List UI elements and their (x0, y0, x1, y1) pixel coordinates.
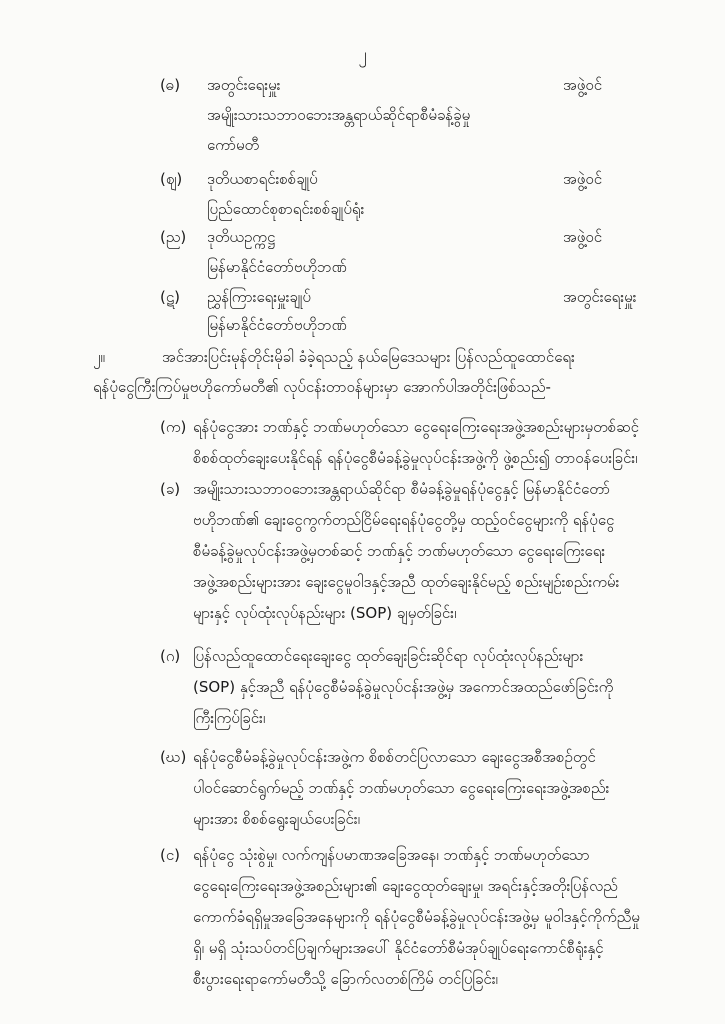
duty-line: ရန်ပုံငွေအား ဘဏ်နှင့် ဘဏ်မဟုတ်သော ငွေရေးကြေးရေးအဖွဲ့အစည်းများမှတစ်ဆင့် (193, 418, 639, 436)
member-organization: မြန်မာနိုင်ငံတော်ဗဟိုဘဏ် (207, 258, 347, 276)
duty-line: ရန်ပုံငွေစီမံခန့်ခွဲမှုလုပ်ငန်းအဖွဲ့က စိစစ်တင်ပြလာသော ချေးငွေအစီအစဉ်တွင် (193, 748, 596, 766)
member-organization: ကော်မတီ (207, 136, 260, 154)
member-organization: ပြည်ထောင်စုစာရင်းစစ်ချုပ်ရုံး (207, 200, 365, 218)
member-label: (ဓ) (160, 76, 181, 94)
duty-label: (က) (160, 418, 187, 436)
duty-line: စီမံခန့်ခွဲမှုလုပ်ငန်းအဖွဲ့မှတစ်ဆင့် ဘဏ်နှင့် ဘဏ်မဟုတ်သော ငွေရေးကြေးရေး (193, 542, 606, 560)
member-title: ဒုတိယဥက္ကဋ္ဌ (207, 228, 276, 246)
duty-label: (ဃ) (160, 748, 187, 766)
duty-label: (ဂ) (160, 647, 181, 665)
member-organization: မြန်မာနိုင်ငံတော်ဗဟိုဘဏ် (207, 316, 347, 334)
member-role: အဖွဲ့ဝင် (563, 170, 603, 188)
duty-line: ပြန်လည်ထူထောင်ရေးချေးငွေ ထုတ်ချေးခြင်းဆိုင်ရာ လုပ်ထုံးလုပ်နည်းများ (193, 647, 584, 665)
duty-line: စိစစ်ထုတ်ချေးပေးနိုင်ရန် ရန်ပုံငွေစီမံခန့်ခွဲမှုလုပ်ငန်းအဖွဲ့ကို ဖွဲ့စည်း၍ တာဝန်ပေးခြင်း၊ (193, 449, 638, 467)
member-role: အဖွဲ့ဝင် (563, 76, 603, 94)
duty-label: (င) (160, 846, 181, 864)
page-number: ၂ (358, 45, 367, 65)
member-organization: အမျိုးသားသဘာဝဘေးအန္တရာယ်ဆိုင်ရာစီမံခန့်ခွဲမှု (207, 106, 471, 124)
duty-line: အမျိုးသားသဘာဝဘေးအန္တရာယ်ဆိုင်ရာ စီမံခန့်ခွဲမှုရန်ပုံငွေနှင့် မြန်မာနိုင်ငံတော် (193, 480, 611, 498)
section-number: ၂။ (93, 348, 105, 366)
duty-line: ကောက်ခံရရှိမှုအခြေအနေများကို ရန်ပုံငွေစီမံခန့်ခွဲမှုလုပ်ငန်းအဖွဲ့မှ မူဝါဒနှင့်ကိုက်ညီမှု (193, 908, 640, 926)
duty-label: (ခ) (160, 480, 181, 498)
member-label: (ည) (160, 228, 187, 246)
member-role: အတွင်းရေးမှူး (563, 288, 637, 306)
duty-line: အဖွဲ့အစည်းများအား ချေးငွေမူဝါဒနှင့်အညီ ထုတ်ချေးနိုင်မည့် စည်းမျဉ်းစည်းကမ်း (193, 573, 620, 591)
section-intro-line: ရန်ပုံငွေကြီးကြပ်မှုဗဟိုကော်မတီ၏ လုပ်ငန်းတာဝန်များမှာ အောက်ပါအတိုင်းဖြစ်သည်- (93, 378, 551, 396)
duty-line: များအား စိစစ်ရွေးချယ်ပေးခြင်း၊ (193, 810, 360, 828)
member-title: ဒုတိယစာရင်းစစ်ချုပ် (207, 170, 318, 188)
duty-line: (SOP) နှင့်အညီ ရန်ပုံငွေစီမံခန့်ခွဲမှုလုပ်ငန်းအဖွဲ့မှ အကောင်အထည်ဖော်ခြင်းကို (193, 678, 614, 696)
duty-line: ရှိ၊ မရှိ သုံးသပ်တင်ပြချက်များအပေါ် နိုင်ငံတော်စီမံအုပ်ချုပ်ရေးကောင်စီရုံးနှင့် (193, 939, 604, 957)
member-title: ညွှန်ကြားရေးမှူးချုပ် (207, 288, 311, 306)
duty-line: ငွေရေးကြေးရေးအဖွဲ့အစည်းများ၏ ချေးငွေထုတ်ချေးမှု၊ အရင်းနှင့်အတိုးပြန်လည် (193, 877, 618, 895)
duty-line: ရန်ပုံငွေ သုံးစွဲမှု၊ လက်ကျန်ပမာဏအခြေအနေ၊ ဘဏ်နှင့် ဘဏ်မဟုတ်သော (193, 846, 590, 864)
duty-line: ပါဝင်ဆောင်ရွက်မည့် ဘဏ်နှင့် ဘဏ်မဟုတ်သော ငွေရေးကြေးရေးအဖွဲ့အစည်း (193, 779, 610, 797)
section-intro-line: အင်အားပြင်းမုန်တိုင်းမိုခါ ခံခဲ့ရသည့် နယ်မြေဒေသများ ပြန်လည်ထူထောင်ရေး (162, 348, 575, 366)
duty-line: စီးပွားရေးရာကော်မတီသို့ ခြောက်လတစ်ကြိမ် တင်ပြခြင်း၊ (193, 970, 498, 988)
duty-line: များနှင့် လုပ်ထုံးလုပ်နည်းများ (SOP) ချမှတ်ခြင်း၊ (193, 604, 457, 622)
duty-line: ဗဟိုဘဏ်၏ ချေးငွေကွက်တည်ငြိမ်ရေးရန်ပုံငွေတို့မှ ထည့်ဝင်ငွေများကို ရန်ပုံငွေ (193, 511, 615, 529)
duty-line: ကြီးကြပ်ခြင်း၊ (193, 709, 266, 727)
member-role: အဖွဲ့ဝင် (563, 228, 603, 246)
member-label: (ဈ) (160, 170, 183, 188)
member-label: (ဋ) (160, 288, 181, 306)
member-title: အတွင်းရေးမှူး (207, 76, 281, 94)
